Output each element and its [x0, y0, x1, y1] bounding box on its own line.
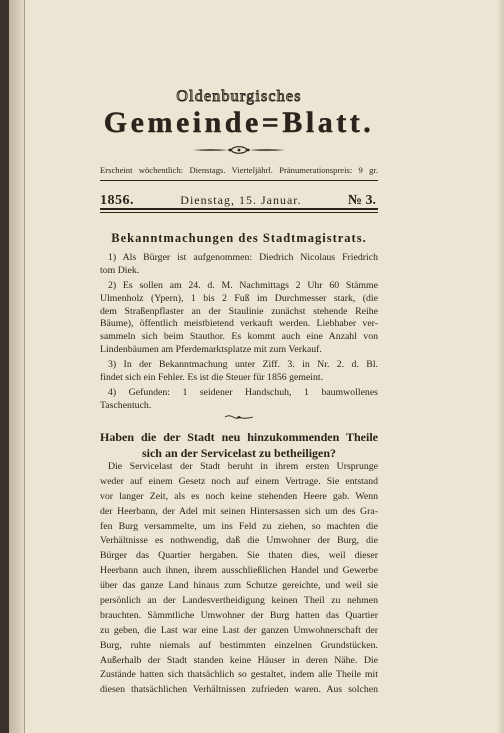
text-line: Die Servicelast der Stadt beruht in ihrem ersten Ursprunge — [108, 461, 378, 472]
announcements-list — [100, 252, 378, 413]
announcement-item — [100, 252, 378, 278]
page-right-edge — [498, 0, 504, 733]
text-line: zu geben, die Last war eine Last der ganzen Umwohnerschaft der — [100, 624, 378, 636]
ornament-divider — [100, 145, 378, 155]
article-body — [100, 460, 378, 698]
text-line: Heerbann auch ihnen, ihrem ausschließlichen Handel und Gewerbe — [100, 565, 378, 577]
masthead-kicker: Oldenburgisches — [176, 88, 302, 105]
book-binding — [0, 0, 9, 733]
text-line: 4) Gefunden: 1 seidener Handschuh, 1 baumwollenes — [108, 386, 378, 398]
subscription-line: Erscheint wöchentlich: Dienstags. Vierteljährl. Pränumerationspreis: 9 gr. — [100, 165, 378, 175]
text-line: diesen thatsächlichen Verhältnissen zufrieden waren. Aus solchen — [100, 684, 378, 696]
text-line: brauchten. Sämmtliche Umwohner der Burg hatten das Quartier — [100, 609, 378, 621]
text-line: vor langer Zeit, als es noch keine stehenden Heere gab. Wenn — [100, 490, 378, 502]
text-line: Bäume), öffentlich meistbietend verkauft werden. Liebhaber ver- — [100, 318, 378, 330]
flourish-ornament-icon — [191, 145, 287, 155]
section-heading: Bekanntmachungen des Stadtmagistrats. — [111, 231, 367, 245]
text-line: weder auf einem Gesetz noch auf einem Vertrage. Sie entstand — [100, 475, 378, 487]
text-line: Taschentuch. — [100, 399, 152, 411]
text-line: Lindenbäumen am Pferdemarktsplatze mit zum Verkauf. — [100, 344, 322, 356]
announcement-item — [100, 387, 378, 413]
issue-year: 1856. — [100, 193, 134, 208]
issue-number: № 3. — [347, 193, 376, 208]
text-line: der Heerbann, der Adel mit seinen Hintersassen sich um des Gra- — [100, 505, 378, 517]
page-edge-line — [24, 0, 25, 733]
text-line: Verhältnisse es nothwendig, daß die Umwohner der Burg, die — [100, 535, 378, 547]
rule-thick — [100, 208, 378, 210]
text-line: tom Diek. — [100, 264, 140, 276]
squiggle-ornament-icon — [224, 414, 254, 420]
article-title — [100, 429, 378, 461]
text-line: 1) Als Bürger ist aufgenommen: Diedrich Nicolaus Friedrich — [108, 252, 378, 263]
text-line: 2) Es sollen am 24. d. M. Nachmittags 2 Uhr 60 Stämme — [108, 279, 378, 291]
text-line: Außerhalb der Stadt standen keine Häuser in deren Nähe. Die — [100, 654, 378, 666]
masthead-title: Gemeinde=Blatt. — [103, 106, 375, 139]
issue-line — [100, 191, 378, 209]
text-line: 3) In der Bekanntmachung unter Ziff. 3. in Nr. 2. d. Bl. — [108, 359, 378, 371]
text-line: Zustände hatten sich thatsächlich so gestaltet, indem alle Theile mit — [100, 669, 378, 681]
article-title-line: Haben die der Stadt neu hinzukommenden Theile — [100, 430, 378, 444]
page-gutter — [9, 0, 25, 733]
text-line: dem Straßenpflaster an der Staulinie zunächst stehende Reihe — [100, 305, 378, 317]
text-line: findet sich ein Fehler. Es ist die Steuer für 1856 gemeint. — [100, 372, 324, 384]
issue-date: Dienstag, 15. Januar. — [180, 193, 302, 207]
announcement-item — [100, 359, 378, 385]
article-title-line: sich an der Servicelast zu betheiligen? — [141, 446, 337, 460]
text-line: über das ganze Land hinaus zum Schutze gereichte, und weil sie — [100, 580, 378, 592]
text-line: Burg, ruhte niemals auf bestimmten einzelnen Grundstücken. — [100, 639, 378, 651]
text-line: Bürger das Quartier hergaben. Sie thaten dies, weil dieser — [100, 550, 378, 562]
text-line: fen Burg versammelte, um ins Feld zu ziehen, so machten die — [100, 520, 378, 532]
announcement-item — [100, 280, 378, 357]
text-line: Ulmenholz (Ypern), 1 bis 2 Fuß im Durchmesser stark, (die — [100, 292, 378, 304]
text-line: sammeln sich beim Stauthor. Es kommt auch eine Anzahl von — [100, 331, 378, 343]
rule-thin — [100, 180, 378, 181]
rule-thin — [100, 212, 378, 213]
ornament-divider — [100, 414, 378, 420]
text-line: persönlich an der Landesvertheidigung keinen Theil zu nehmen — [100, 595, 378, 607]
